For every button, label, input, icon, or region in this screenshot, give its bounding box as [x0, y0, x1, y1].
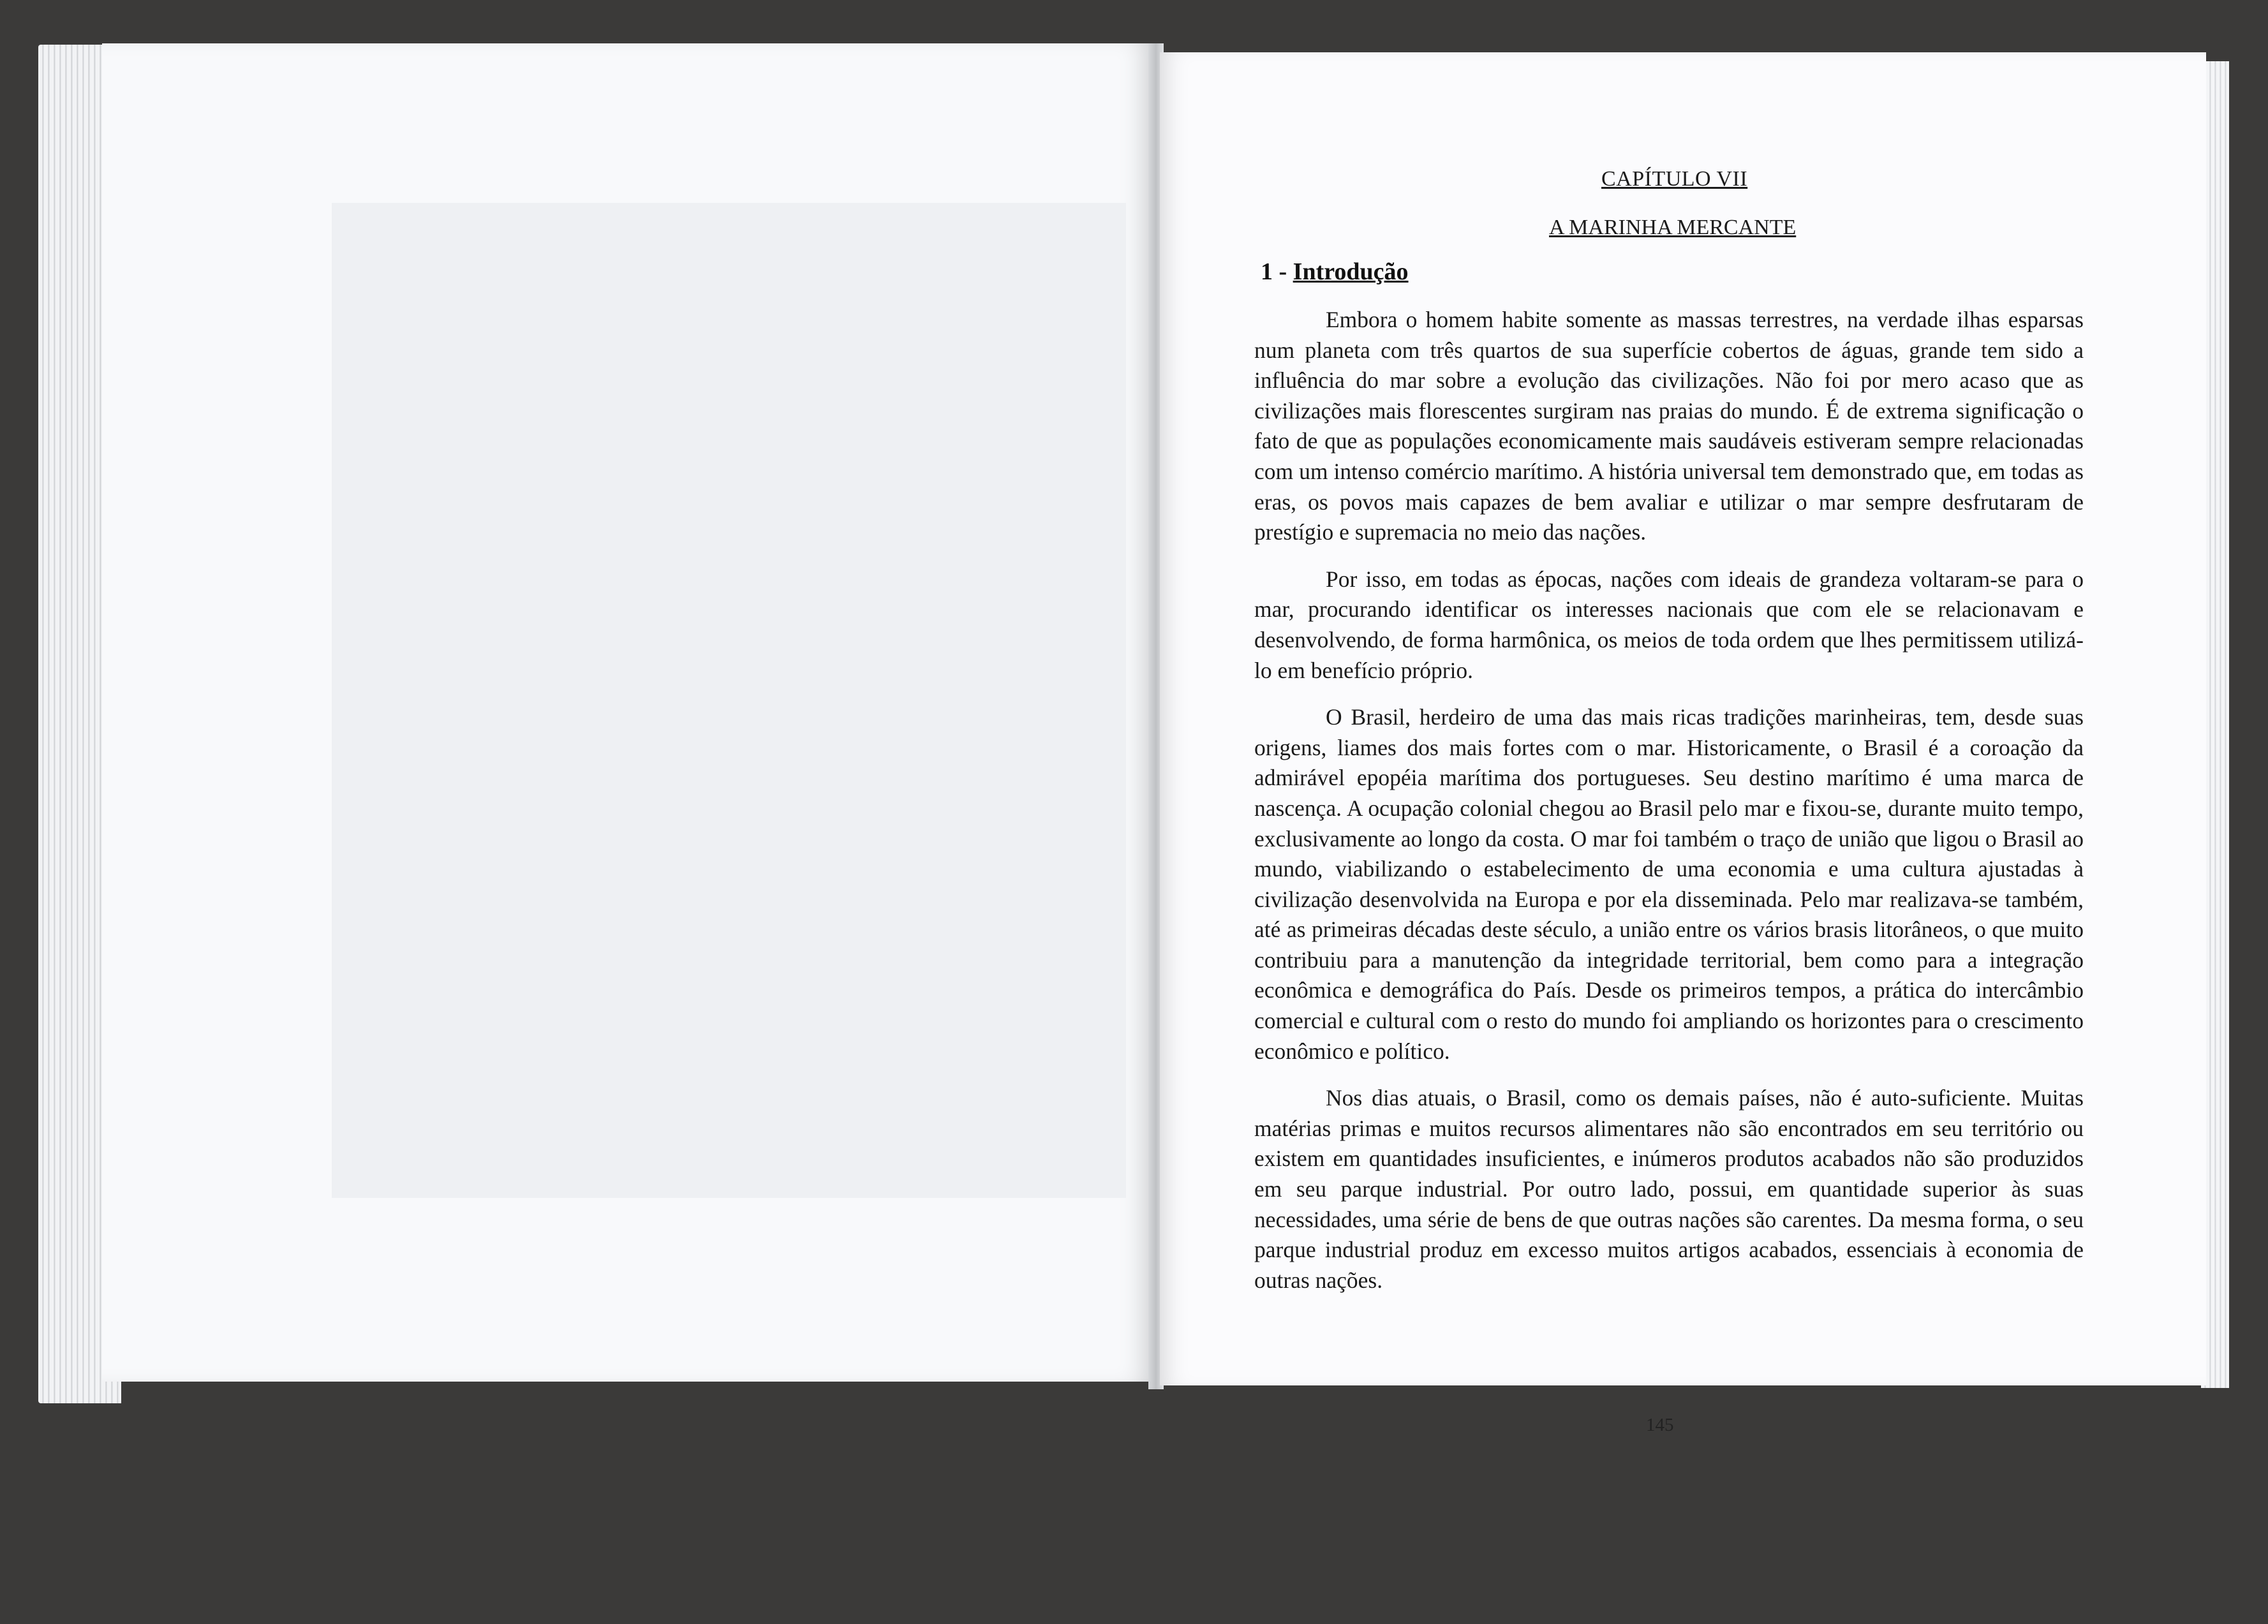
chapter-label: CAPÍTULO VII [1601, 167, 1748, 191]
paragraph-1: Embora o homem habite somente as massas terrestres, na verdade ilhas esparsas num planeta com três quartos de sua superfície cobertos de águas, grande tem sido a influência do mar sobre a evolução das civilizações. Não foi por mero acaso que as civilizações mais florescentes surgiram nas praias do mundo. É de extrema significação o fato de que as populações economicamente mais saudáveis estiveram sempre relacionadas com um intenso comércio marítimo. A história universal tem demonstrado que, em todas as eras, os povos mais capazes de bem avaliar e utilizar o mar sempre desfrutaram de prestígio e supremacia no meio das nações. [1254, 307, 2084, 545]
paragraph-4: Nos dias atuais, o Brasil, como os demais países, não é auto-suficiente. Muitas matérias primas e muitos recursos alimentares não são encontrados em seu território ou existem em quantidades insuficientes, e inúmeros produtos acabados não são produzidos em seu parque industrial. Por outro lado, possui, em quantidade superior às suas necessidades, uma série de bens de que outras nações são carentes. Da mesma forma, o seu parque industrial produz em excesso muitos artigos acabados, essenciais à economia de outras nações. [1254, 1085, 2084, 1293]
section-heading [1261, 258, 1409, 286]
paragraph-2: Por isso, em todas as épocas, nações com ideais de grandeza voltaram-se para o mar, procurando identificar os interesses nacionais que com ele se relacionavam e desenvolvendo, de forma harmônica, os meios de toda ordem que lhes permitissem utilizá-lo em benefício próprio. [1254, 566, 2084, 683]
section-number: 1 - [1261, 258, 1287, 285]
left-page-blank [102, 43, 1152, 1382]
paragraph-3: O Brasil, herdeiro de uma das mais ricas tradições marinheiras, tem, desde suas origens, liames dos mais fortes com o mar. Historicamente, o Brasil é a coroação da admirável epopéia marítima dos portugueses. Seu destino marítimo é uma marca de nascença. A ocupação colonial chegou ao Brasil pelo mar e fixou-se, durante muito tempo, exclusivamente ao longo da costa. O mar foi também o traço de união que ligou o Brasil ao mundo, viabilizando o estabelecimento de uma economia e uma cultura ajustadas à civilização desenvolvida na Europa e por ela disseminada. Pelo mar realizava-se também, até as primeiras décadas deste século, a união entre os vários brasis litorâneos, o que muito contribuiu para a manutenção da integridade territorial, bem como para a integração econômica e demográfica do País. Desde os primeiros tempos, a prática do intercâmbio comercial e cultural com o resto do mundo foi ampliando os horizontes para o crescimento econômico e político. [1254, 704, 2084, 1064]
page-number: 145 [1646, 1415, 1674, 1435]
section-title: Introdução [1293, 258, 1409, 285]
body-text [1254, 305, 2084, 1312]
bleed-through-shadow [332, 203, 1126, 1198]
chapter-title: A MARINHA MERCANTE [1549, 216, 1797, 239]
